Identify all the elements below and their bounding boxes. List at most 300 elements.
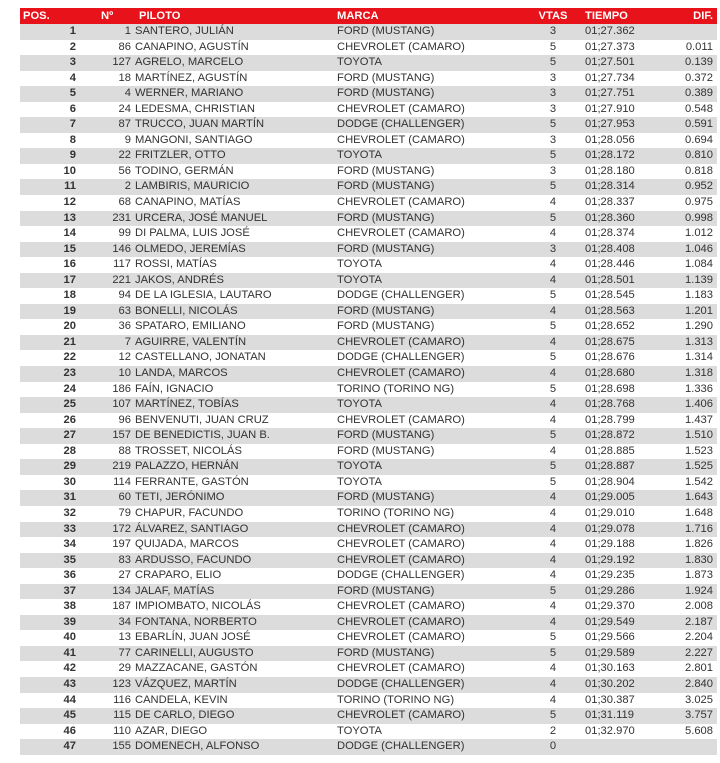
cell-pilot: TROSSET, NICOLÁS bbox=[135, 444, 242, 457]
cell-brand: CHEVROLET (CAMARO) bbox=[337, 227, 465, 240]
cell-brand: TORINO (TORINO NG) bbox=[337, 693, 455, 706]
cell-diff: 1.716 bbox=[685, 522, 713, 535]
cell-number: 77 bbox=[118, 646, 131, 659]
table-row bbox=[20, 55, 717, 71]
cell-laps: 5 bbox=[549, 475, 557, 488]
cell-laps: 4 bbox=[549, 538, 557, 551]
cell-pos: 33 bbox=[63, 522, 76, 535]
cell-pilot: IMPIOMBATO, NICOLÁS bbox=[135, 600, 261, 613]
cell-time: 01;28.545 bbox=[585, 289, 635, 302]
cell-time: 01;29.370 bbox=[585, 600, 635, 613]
cell-number: 2 bbox=[124, 180, 131, 193]
cell-laps: 5 bbox=[549, 56, 557, 69]
cell-pos: 34 bbox=[63, 538, 76, 551]
cell-laps: 4 bbox=[549, 522, 557, 535]
cell-diff: 1.012 bbox=[685, 227, 713, 240]
table-row bbox=[20, 615, 717, 631]
cell-time: 01;31.119 bbox=[585, 709, 634, 722]
cell-number: 27 bbox=[118, 569, 131, 582]
cell-laps: 5 bbox=[549, 429, 557, 442]
table-row bbox=[20, 335, 717, 351]
cell-time: 01;28.337 bbox=[585, 196, 635, 209]
cell-time: 01;28.768 bbox=[585, 398, 635, 411]
cell-number: 94 bbox=[118, 289, 131, 302]
cell-pilot: LANDA, MARCOS bbox=[135, 367, 228, 380]
cell-diff: 2.187 bbox=[685, 615, 713, 628]
cell-diff: 1.139 bbox=[685, 273, 713, 286]
cell-brand: CHEVROLET (CAMARO) bbox=[337, 413, 465, 426]
cell-pilot: TETI, JERÓNIMO bbox=[135, 491, 225, 504]
table-row bbox=[20, 724, 717, 740]
cell-brand: TOYOTA bbox=[337, 475, 382, 488]
cell-number: 96 bbox=[118, 413, 131, 426]
cell-diff: 2.801 bbox=[685, 662, 713, 675]
cell-time: 01;30.387 bbox=[585, 693, 635, 706]
cell-brand: TOYOTA bbox=[337, 273, 382, 286]
cell-pilot: CANAPINO, AGUSTÍN bbox=[135, 40, 249, 53]
cell-laps: 5 bbox=[549, 631, 557, 644]
cell-pos: 24 bbox=[63, 382, 76, 395]
cell-time: 01;28.563 bbox=[585, 304, 635, 317]
cell-time: 01;30.163 bbox=[585, 662, 635, 675]
cell-brand: FORD (MUSTANG) bbox=[337, 320, 435, 333]
cell-number: 197 bbox=[112, 538, 131, 551]
cell-laps: 5 bbox=[549, 118, 557, 131]
cell-time: 01;29.286 bbox=[585, 584, 635, 597]
cell-diff: 1.313 bbox=[685, 335, 713, 348]
table-row bbox=[20, 71, 717, 87]
cell-brand: FORD (MUSTANG) bbox=[337, 584, 435, 597]
cell-time: 01;28.056 bbox=[585, 133, 635, 146]
cell-number: 187 bbox=[112, 600, 131, 613]
cell-brand: CHEVROLET (CAMARO) bbox=[337, 553, 465, 566]
cell-time: 01;28.799 bbox=[585, 413, 635, 426]
cell-brand: TORINO (TORINO NG) bbox=[337, 506, 455, 519]
cell-time: 01;29.235 bbox=[585, 569, 635, 582]
cell-laps: 4 bbox=[549, 398, 557, 411]
cell-laps: 4 bbox=[549, 273, 557, 286]
cell-number: 56 bbox=[118, 164, 131, 177]
cell-laps: 3 bbox=[549, 71, 557, 84]
cell-time: 01;27.953 bbox=[585, 118, 635, 131]
cell-laps: 5 bbox=[549, 40, 557, 53]
cell-number: 63 bbox=[118, 304, 131, 317]
table-row bbox=[20, 179, 717, 195]
table-row bbox=[20, 459, 717, 475]
cell-time: 01;27.734 bbox=[585, 71, 635, 84]
cell-pilot: VÁZQUEZ, MARTÍN bbox=[135, 677, 237, 690]
cell-brand: TOYOTA bbox=[337, 398, 382, 411]
cell-brand: DODGE (CHALLENGER) bbox=[337, 289, 465, 302]
cell-pilot: CHAPUR, FACUNDO bbox=[135, 506, 244, 519]
cell-pilot: JAKOS, ANDRÉS bbox=[135, 273, 224, 286]
cell-pilot: MAZZACANE, GASTÓN bbox=[135, 662, 258, 675]
cell-laps: 4 bbox=[549, 304, 557, 317]
cell-brand: DODGE (CHALLENGER) bbox=[337, 569, 465, 582]
cell-diff: 1.643 bbox=[685, 491, 713, 504]
cell-time: 01;29.549 bbox=[585, 615, 635, 628]
cell-diff: 1.314 bbox=[685, 351, 713, 364]
cell-pilot: ROSSI, MATÍAS bbox=[135, 258, 217, 271]
cell-pos: 14 bbox=[63, 227, 76, 240]
cell-diff: 2.008 bbox=[685, 600, 713, 613]
cell-brand: DODGE (CHALLENGER) bbox=[337, 740, 465, 753]
cell-brand: CHEVROLET (CAMARO) bbox=[337, 522, 465, 535]
cell-brand: FORD (MUSTANG) bbox=[337, 164, 435, 177]
cell-brand: CHEVROLET (CAMARO) bbox=[337, 335, 465, 348]
cell-pos: 40 bbox=[63, 631, 76, 644]
cell-pos: 13 bbox=[63, 211, 76, 224]
cell-laps: 4 bbox=[549, 491, 557, 504]
header-laps: VTAS bbox=[538, 10, 568, 22]
cell-brand: TOYOTA bbox=[337, 724, 382, 737]
cell-pilot: WERNER, MARIANO bbox=[135, 87, 244, 100]
cell-time: 01;30.202 bbox=[585, 677, 635, 690]
table-row bbox=[20, 102, 717, 118]
cell-pilot: DE BENEDICTIS, JUAN B. bbox=[135, 429, 270, 442]
cell-pilot: DE LA IGLESIA, LAUTARO bbox=[135, 289, 272, 302]
cell-number: 134 bbox=[112, 584, 131, 597]
table-row bbox=[20, 117, 717, 133]
cell-pilot: CRAPARO, ELIO bbox=[135, 569, 222, 582]
cell-brand: FORD (MUSTANG) bbox=[337, 429, 435, 442]
cell-pilot: BONELLI, NICOLÁS bbox=[135, 304, 238, 317]
table-row bbox=[20, 382, 717, 398]
cell-pos: 23 bbox=[63, 367, 76, 380]
table-row bbox=[20, 24, 717, 40]
cell-laps: 5 bbox=[549, 180, 557, 193]
cell-number: 146 bbox=[112, 242, 131, 255]
table-row bbox=[20, 428, 717, 444]
cell-number: 114 bbox=[113, 475, 131, 488]
cell-laps: 5 bbox=[549, 460, 557, 473]
cell-pos: 43 bbox=[63, 677, 76, 690]
cell-laps: 5 bbox=[549, 149, 557, 162]
cell-time: 01;27.373 bbox=[585, 40, 635, 53]
cell-pos: 46 bbox=[63, 724, 76, 737]
cell-diff bbox=[657, 24, 717, 40]
cell-pilot: CARINELLI, AUGUSTO bbox=[135, 646, 254, 659]
cell-pilot: FONTANA, NORBERTO bbox=[135, 615, 257, 628]
cell-laps: 4 bbox=[549, 506, 557, 519]
cell-time: 01;28.360 bbox=[585, 211, 635, 224]
table-row bbox=[20, 553, 717, 569]
cell-time: 01;29.589 bbox=[585, 646, 635, 659]
cell-time: 01;32.970 bbox=[585, 724, 635, 737]
cell-pilot: CASTELLANO, JONATAN bbox=[135, 351, 266, 364]
cell-brand: FORD (MUSTANG) bbox=[337, 71, 435, 84]
cell-number: 99 bbox=[118, 227, 131, 240]
cell-laps: 3 bbox=[549, 25, 557, 37]
table-row bbox=[20, 661, 717, 677]
cell-pilot: FAÍN, IGNACIO bbox=[135, 382, 214, 395]
cell-laps: 4 bbox=[549, 367, 557, 380]
cell-pilot: AZAR, DIEGO bbox=[135, 724, 208, 737]
cell-diff: 1.525 bbox=[685, 460, 713, 473]
table-row bbox=[20, 444, 717, 460]
cell-number: 117 bbox=[113, 258, 131, 271]
cell-pos: 32 bbox=[63, 506, 76, 519]
cell-number: 231 bbox=[112, 211, 131, 224]
cell-number: 219 bbox=[112, 460, 131, 473]
cell-diff: 1.437 bbox=[685, 413, 713, 426]
cell-pos: 42 bbox=[63, 662, 76, 675]
cell-diff: 1.201 bbox=[685, 304, 713, 317]
cell-time: 01;28.887 bbox=[585, 460, 635, 473]
cell-laps: 4 bbox=[549, 693, 557, 706]
cell-number: 186 bbox=[112, 382, 131, 395]
cell-pilot: ÁLVAREZ, SANTIAGO bbox=[135, 522, 249, 535]
cell-pos: 18 bbox=[63, 289, 76, 302]
cell-pos: 28 bbox=[63, 444, 76, 457]
cell-brand: CHEVROLET (CAMARO) bbox=[337, 709, 465, 722]
cell-pilot: OLMEDO, JEREMÍAS bbox=[135, 242, 246, 255]
cell-brand: DODGE (CHALLENGER) bbox=[337, 677, 465, 690]
cell-laps: 5 bbox=[549, 320, 557, 333]
cell-number: 127 bbox=[112, 56, 131, 69]
cell-time: 01;27.362 bbox=[585, 25, 635, 37]
cell-laps: 4 bbox=[549, 569, 557, 582]
cell-pilot: URCERA, JOSÉ MANUEL bbox=[135, 211, 268, 224]
cell-laps: 5 bbox=[549, 646, 557, 659]
table-row bbox=[20, 350, 717, 366]
cell-time: 01;27.910 bbox=[585, 102, 635, 115]
cell-laps: 4 bbox=[549, 258, 557, 271]
cell-diff: 5.608 bbox=[685, 724, 713, 737]
cell-pos: 7 bbox=[69, 118, 76, 131]
cell-time bbox=[579, 739, 657, 755]
cell-time: 01;29.192 bbox=[585, 553, 635, 566]
cell-pilot: FRITZLER, OTTO bbox=[135, 149, 226, 162]
cell-pos: 3 bbox=[69, 56, 76, 69]
cell-time: 01;28.676 bbox=[585, 351, 635, 364]
cell-number: 12 bbox=[118, 351, 131, 364]
cell-brand: CHEVROLET (CAMARO) bbox=[337, 196, 465, 209]
table-row bbox=[20, 693, 717, 709]
cell-number: 86 bbox=[118, 40, 131, 53]
cell-pos: 17 bbox=[63, 273, 76, 286]
cell-pos: 2 bbox=[69, 40, 76, 53]
cell-laps: 4 bbox=[549, 553, 557, 566]
cell-laps: 3 bbox=[549, 102, 557, 115]
cell-pos: 25 bbox=[63, 398, 76, 411]
cell-number: 34 bbox=[118, 615, 131, 628]
cell-number: 10 bbox=[118, 367, 131, 380]
cell-pos: 11 bbox=[64, 180, 76, 193]
cell-number: 123 bbox=[112, 677, 131, 690]
table-row bbox=[20, 304, 717, 320]
cell-laps: 4 bbox=[549, 335, 557, 348]
table-row bbox=[20, 646, 717, 662]
cell-diff: 1.084 bbox=[685, 258, 713, 271]
cell-pilot: DOMENECH, ALFONSO bbox=[135, 740, 260, 753]
cell-number: 116 bbox=[113, 693, 131, 706]
cell-diff: 2.204 bbox=[685, 631, 713, 644]
cell-diff: 2.227 bbox=[685, 646, 713, 659]
cell-pilot: LEDESMA, CHRISTIAN bbox=[135, 102, 255, 115]
cell-pilot: DI PALMA, LUIS JOSÉ bbox=[135, 227, 250, 240]
cell-time: 01;28.408 bbox=[585, 242, 635, 255]
cell-diff: 1.406 bbox=[685, 398, 713, 411]
cell-number: 115 bbox=[113, 709, 131, 722]
cell-diff: 1.873 bbox=[685, 569, 713, 582]
cell-pos: 29 bbox=[63, 460, 76, 473]
header-diff: DIF. bbox=[693, 10, 713, 22]
cell-brand: TOYOTA bbox=[337, 258, 382, 271]
cell-pos: 47 bbox=[63, 740, 76, 753]
cell-number: 22 bbox=[118, 149, 131, 162]
table-row bbox=[20, 599, 717, 615]
cell-pilot: CANDELA, KEVIN bbox=[135, 693, 228, 706]
cell-number: 24 bbox=[118, 102, 131, 115]
table-row bbox=[20, 273, 717, 289]
header-pilot: PILOTO bbox=[139, 10, 181, 22]
cell-diff: 0.975 bbox=[685, 196, 713, 209]
cell-time: 01;28.446 bbox=[585, 258, 635, 271]
cell-pilot: CANAPINO, MATÍAS bbox=[135, 196, 241, 209]
cell-diff: 1.046 bbox=[685, 242, 713, 255]
table-row bbox=[20, 288, 717, 304]
cell-time: 01;29.566 bbox=[585, 631, 635, 644]
cell-pilot: QUIJADA, MARCOS bbox=[135, 538, 239, 551]
table-row bbox=[20, 397, 717, 413]
cell-brand: CHEVROLET (CAMARO) bbox=[337, 600, 465, 613]
cell-number: 221 bbox=[112, 273, 131, 286]
cell-diff bbox=[657, 739, 717, 755]
cell-diff: 0.591 bbox=[685, 118, 713, 131]
cell-pilot: EBARLÍN, JUAN JOSÉ bbox=[135, 631, 251, 644]
cell-pos: 26 bbox=[63, 413, 76, 426]
table-body bbox=[20, 24, 717, 755]
cell-time: 01;29.005 bbox=[585, 491, 635, 504]
table-row bbox=[20, 568, 717, 584]
cell-brand: TOYOTA bbox=[337, 460, 382, 473]
cell-number: 1 bbox=[124, 25, 131, 37]
cell-diff: 1.183 bbox=[685, 289, 713, 302]
cell-brand: FORD (MUSTANG) bbox=[337, 646, 435, 659]
cell-laps: 4 bbox=[549, 662, 557, 675]
cell-brand: CHEVROLET (CAMARO) bbox=[337, 40, 465, 53]
cell-number: 155 bbox=[112, 740, 131, 753]
cell-pos: 36 bbox=[63, 569, 76, 582]
cell-time: 01;29.010 bbox=[585, 506, 635, 519]
cell-brand: CHEVROLET (CAMARO) bbox=[337, 102, 465, 115]
cell-brand: FORD (MUSTANG) bbox=[337, 25, 435, 37]
cell-time: 01;28.172 bbox=[585, 149, 635, 162]
cell-laps: 4 bbox=[549, 413, 557, 426]
table-row bbox=[20, 366, 717, 382]
cell-number: 110 bbox=[113, 724, 131, 737]
cell-number: 83 bbox=[118, 553, 131, 566]
cell-laps: 5 bbox=[549, 289, 557, 302]
cell-diff: 3.025 bbox=[685, 693, 713, 706]
cell-pos: 21 bbox=[63, 335, 76, 348]
table-row bbox=[20, 630, 717, 646]
cell-laps: 5 bbox=[549, 211, 557, 224]
cell-pos: 22 bbox=[63, 351, 76, 364]
table-row bbox=[20, 164, 717, 180]
cell-pos: 41 bbox=[63, 646, 76, 659]
cell-diff: 1.510 bbox=[685, 429, 713, 442]
cell-brand: CHEVROLET (CAMARO) bbox=[337, 662, 465, 675]
cell-pilot: SANTERO, JULIÁN bbox=[135, 25, 234, 37]
cell-number: 79 bbox=[118, 506, 131, 519]
cell-diff: 1.523 bbox=[685, 444, 713, 457]
cell-pilot: AGRELO, MARCELO bbox=[135, 56, 244, 69]
cell-pos: 5 bbox=[69, 87, 76, 100]
cell-diff: 0.998 bbox=[685, 211, 713, 224]
cell-diff: 0.694 bbox=[685, 133, 713, 146]
cell-number: 87 bbox=[118, 118, 131, 131]
cell-brand: CHEVROLET (CAMARO) bbox=[337, 133, 465, 146]
table-row bbox=[20, 475, 717, 491]
cell-laps: 3 bbox=[549, 133, 557, 146]
cell-brand: TORINO (TORINO NG) bbox=[337, 382, 455, 395]
cell-pilot: DE CARLO, DIEGO bbox=[135, 709, 235, 722]
cell-time: 01;28.872 bbox=[585, 429, 635, 442]
header-time: TIEMPO bbox=[585, 10, 628, 22]
cell-diff: 1.830 bbox=[685, 553, 713, 566]
cell-laps: 4 bbox=[549, 677, 557, 690]
cell-pos: 35 bbox=[63, 553, 76, 566]
cell-pilot: AGUIRRE, VALENTÍN bbox=[135, 335, 247, 348]
cell-number: 88 bbox=[118, 444, 131, 457]
cell-time: 01;28.314 bbox=[585, 180, 635, 193]
cell-pos: 9 bbox=[69, 149, 76, 162]
cell-brand: CHEVROLET (CAMARO) bbox=[337, 615, 465, 628]
cell-pos: 39 bbox=[63, 615, 76, 628]
cell-number: 9 bbox=[124, 133, 131, 146]
cell-laps: 3 bbox=[549, 164, 557, 177]
cell-diff: 0.548 bbox=[685, 102, 713, 115]
cell-diff: 1.336 bbox=[685, 382, 713, 395]
cell-time: 01;28.904 bbox=[585, 475, 635, 488]
cell-time: 01;27.501 bbox=[585, 56, 635, 69]
cell-laps: 5 bbox=[549, 584, 557, 597]
table-row bbox=[20, 490, 717, 506]
cell-pos: 27 bbox=[63, 429, 76, 442]
table-row bbox=[20, 226, 717, 242]
table-row bbox=[20, 257, 717, 273]
cell-diff: 1.648 bbox=[685, 506, 713, 519]
cell-pos: 6 bbox=[69, 102, 76, 115]
cell-laps: 5 bbox=[549, 382, 557, 395]
cell-pos: 15 bbox=[63, 242, 76, 255]
cell-brand: FORD (MUSTANG) bbox=[337, 211, 435, 224]
cell-brand: FORD (MUSTANG) bbox=[337, 180, 435, 193]
cell-diff: 1.924 bbox=[685, 584, 713, 597]
cell-pilot: JALAF, MATÍAS bbox=[135, 584, 215, 597]
cell-pos: 1 bbox=[69, 25, 76, 37]
cell-pos: 37 bbox=[63, 584, 76, 597]
cell-laps: 5 bbox=[549, 351, 557, 364]
cell-number: 172 bbox=[112, 522, 131, 535]
table-row bbox=[20, 148, 717, 164]
cell-time: 01;29.188 bbox=[585, 538, 635, 551]
cell-diff: 1.290 bbox=[685, 320, 713, 333]
cell-pilot: SPATARO, EMILIANO bbox=[135, 320, 246, 333]
cell-laps: 4 bbox=[549, 615, 557, 628]
cell-laps: 4 bbox=[549, 600, 557, 613]
cell-diff: 0.139 bbox=[685, 56, 713, 69]
cell-number: 68 bbox=[118, 196, 131, 209]
cell-pos: 20 bbox=[63, 320, 76, 333]
cell-time: 01;28.698 bbox=[585, 382, 635, 395]
cell-pos: 44 bbox=[63, 693, 76, 706]
cell-pilot: TRUCCO, JUAN MARTÍN bbox=[135, 118, 265, 131]
cell-number: 13 bbox=[118, 631, 131, 644]
cell-brand: FORD (MUSTANG) bbox=[337, 304, 435, 317]
